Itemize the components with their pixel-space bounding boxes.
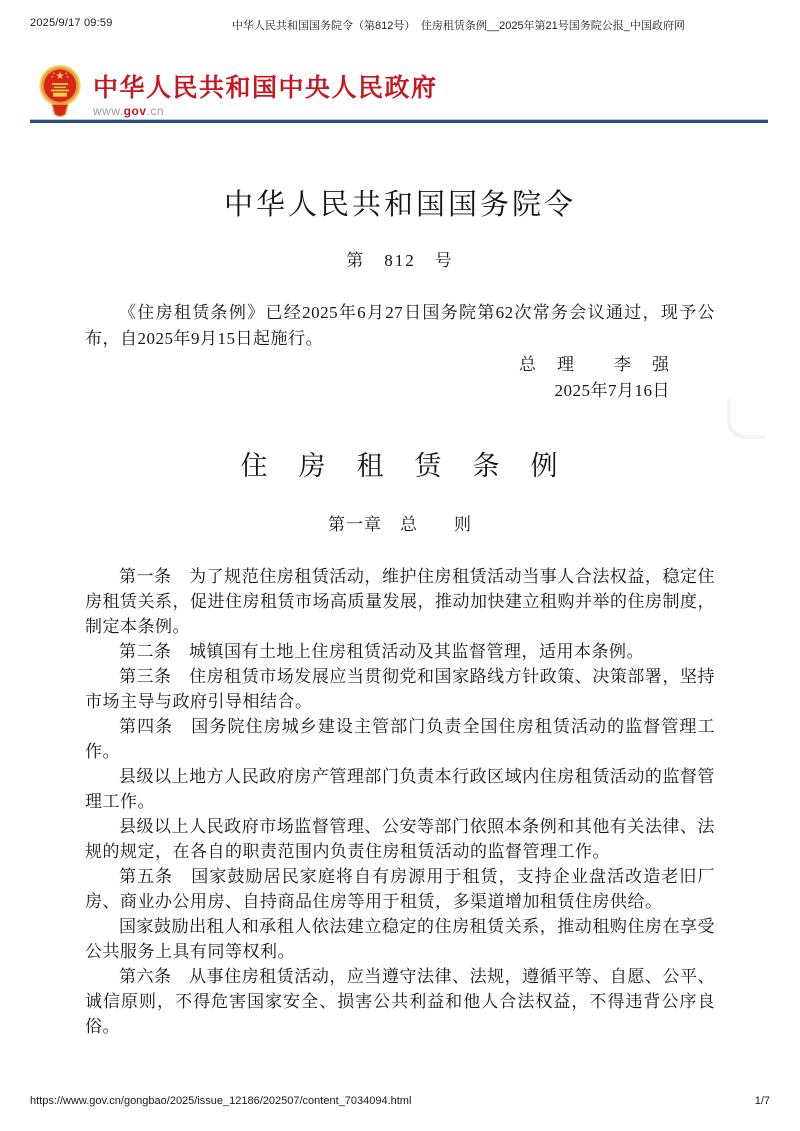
order-number: 第 812 号 <box>346 251 454 270</box>
article-paragraph: 第六条 从事住房租赁活动，应当遵守法律、法规，遵循平等、自愿、公平、诚信原则，不得危害国家安全、损害公共利益和他人合法权益，不得违背公序良俗。 <box>85 967 715 1036</box>
print-timestamp: 2025/9/17 09:59 <box>30 17 113 29</box>
article-paragraph: 县级以上地方人民政府房产管理部门负责本行政区域内住房租赁活动的监督管理工作。 <box>85 767 715 811</box>
faint-widget-artifact <box>727 399 765 439</box>
order-title: 中华人民共和国国务院令 <box>223 189 576 221</box>
print-page-title: 中华人民共和国国务院令（第812号） 住房租赁条例__2025年第21号国务院公报_中国政府网 <box>232 20 685 32</box>
article-paragraph: 第一条 为了规范住房租赁活动，维护住房租赁活动当事人合法权益，稳定住房租赁关系，促进住房租赁市场高质量发展，推动加快建立租购并举的住房制度，制定本条例。 <box>85 567 715 636</box>
article-paragraph: 第三条 住房租赁市场发展应当贯彻党和国家路线方针政策、决策部署，坚持市场主导与政府引导相结合。 <box>85 667 715 711</box>
url-prefix: www. <box>93 104 124 118</box>
national-emblem-icon <box>38 63 82 122</box>
url-suffix: .cn <box>146 104 165 118</box>
articles-block <box>85 564 715 1039</box>
gov-banner <box>38 63 438 122</box>
page-indicator: 1/7 <box>754 1095 770 1107</box>
article-paragraph: 第四条 国务院住房城乡建设主管部门负责全国住房租赁活动的监督管理工作。 <box>85 717 715 761</box>
document-content <box>85 124 715 1039</box>
article-paragraph: 第五条 国家鼓励居民家庭将自有房源用于租赁，支持企业盘活改造老旧厂房、商业办公用房、自持商品住房等用于租赁，多渠道增加租赁住房供给。 <box>85 867 715 911</box>
site-url[interactable] <box>93 104 438 118</box>
chapter-heading: 第一章 总 则 <box>328 515 472 534</box>
regulation-title: 住 房 租 赁 条 例 <box>240 451 560 481</box>
banner-text <box>93 63 438 118</box>
promulgation-paragraph: 《住房租赁条例》已经2025年6月27日国务院第62次常务会议通过，现予公布，自2025年9月15日起施行。 <box>85 303 715 348</box>
banner-divider <box>30 119 768 123</box>
article-paragraph: 县级以上人民政府市场监督管理、公安等部门依照本条例和其他有关法律、法规的规定，在各自的职责范围内负责住房租赁活动的监督管理工作。 <box>85 817 715 861</box>
print-footer <box>30 1095 770 1107</box>
site-name[interactable]: 中华人民共和国中央人民政府 <box>93 74 438 102</box>
signature-line: 总 理 李 强 <box>519 355 671 374</box>
signature-date: 2025年7月16日 <box>554 381 670 400</box>
article-paragraph: 国家鼓励出租人和承租人依法建立稳定的住房租赁关系，推动租购住房在享受公共服务上具有同等权利。 <box>85 917 715 961</box>
article-paragraph: 第二条 城镇国有土地上住房租赁活动及其监督管理，适用本条例。 <box>119 642 644 661</box>
source-url[interactable]: https://www.gov.cn/gongbao/2025/issue_12186/202507/content_7034094.html <box>30 1095 412 1107</box>
url-domain: gov <box>123 104 147 118</box>
